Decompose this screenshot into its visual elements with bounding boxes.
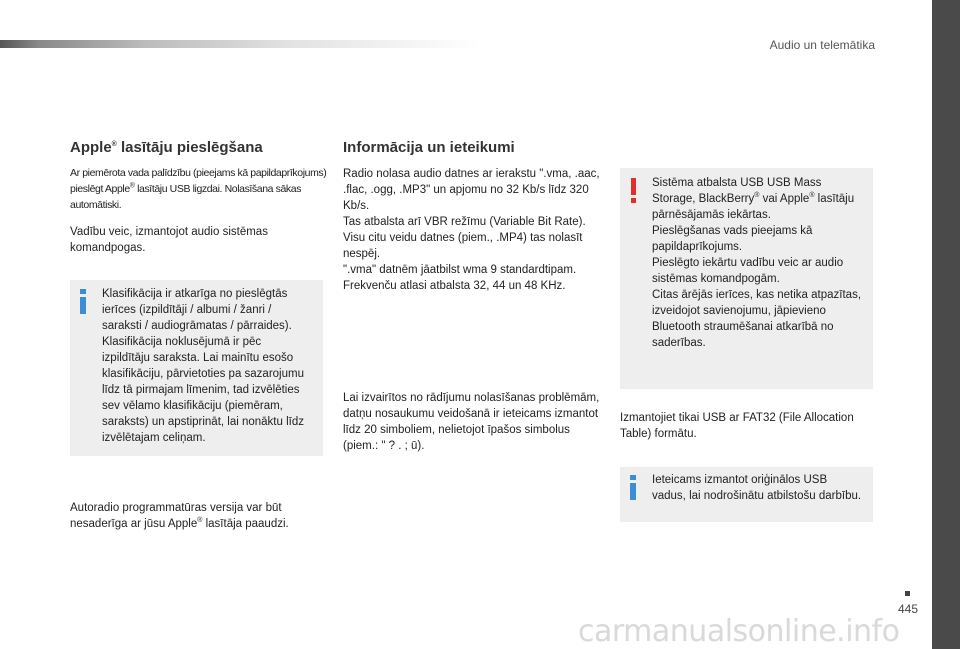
format-line: Radio nolasa audio datnes ar ierakstu ".vma, .aac, .flac, .ogg, .MP3" un apjomu no 32 Kb/s līdz 320 Kb/s. [343,168,600,212]
apple-intro: Ar piemērota vada palīdzību (pieejams kā papildaprīkojums) pieslēgt Apple® lasītāju USB ligzdai. Nolasīšana sākas automātiski. [70,167,327,211]
page-number: 445 [898,602,919,616]
format-line: ".vma" datnēm jāatbilst wma 9 standardtipam. [343,264,577,276]
format-info-text [343,166,601,294]
fat32-text: Izmantojiet tikai USB ar FAT32 (File Allocation Table) formātu. [620,412,854,440]
usb-cable-note [620,467,873,522]
format-line: Frekvenču atlasi atbalsta 32, 44 un 48 KHz. [343,280,566,292]
classification-note-text: Klasifikācija ir atkarīga no pieslēgtās ierīces (izpildītāji / albumi / žanri / saraksti / audiogrāmatas / pārraides). Klasifikācija noklusējumā ir pēc izpildītāju saraksta. Lai mainītu esošo klasifikāciju, pārvietoties pa sazarojumu līdz tā pirmajam līmenim, tad izvēlēties sev vēlamo klasifikāciju (piemēram, saraksts) un apstiprināt, lai nonāktu līdz izvēlētajam celiņam. [102,288,304,444]
usb-warning-text: Sistēma atbalsta USB USB Mass Storage, BlackBerry® vai Apple® lasītāju pārnēsājamās iekārtas. Pieslēgšanas vads pieejams kā papildaprīkojums. Pieslēgto iekārtu vadību veic ar audio sistēmas komandpogām. Citas ārējās ierīces, kas netika atpazītas, izveidojot savienojumu, jāpievieno Bluetooth straumēšanai atkarībā no saderības. [652,177,862,349]
filename-advice-text: Lai izvairītos no rādījumu nolasīšanas problēmām, datņu nosaukumu veidošanā ir ieteicams izmantot līdz 20 simboliem, nelietojot īpašos simbolus (piem.: " ? . ; ū). [343,392,600,452]
warning-line: Citas ārējās ierīces, kas netika atpazītas, izveidojot savienojumu, jāpievieno Bluetooth straumēšanai atkarībā no saderības. [652,289,862,349]
format-line: Visu citu veidu datnes (piem., .MP4) tas nolasīt nespēj. [343,232,583,260]
apple-compat-text: Autoradio programmatūras versija var būt nesaderīga ar jūsu Apple® lasītāja paaudzi. [70,502,289,530]
warning-line: Pieslēgšanas vads pieejams kā papildaprīkojums. [652,225,813,253]
info-title: Informācija un ieteikumi [343,139,515,156]
classification-note [70,280,323,456]
chapter-sidebar-bar [932,0,960,649]
header-gradient-bar [0,40,480,48]
warning-line: Pieslēgto iekārtu vadību veic ar audio sistēmas komandpogām. [652,257,844,285]
section-header: Audio un telemātika [769,38,875,52]
warning-icon [628,178,638,203]
apple-title: Apple® lasītāju pieslēgšana [70,139,263,156]
usb-cable-note-text: Ieteicams izmantot oriģinālos USB vadus, lai nodrošinātu atbilstošu darbību. [652,474,862,502]
page-marker [905,591,910,596]
usb-warning-note [620,168,873,389]
format-line: Tas atbalsta arī VBR režīmu (Variable Bit Rate). [343,216,586,228]
watermark: carmanualsonline.info [578,614,900,649]
apple-control-text: Vadību veic, izmantojot audio sistēmas komandpogas. [70,226,268,254]
